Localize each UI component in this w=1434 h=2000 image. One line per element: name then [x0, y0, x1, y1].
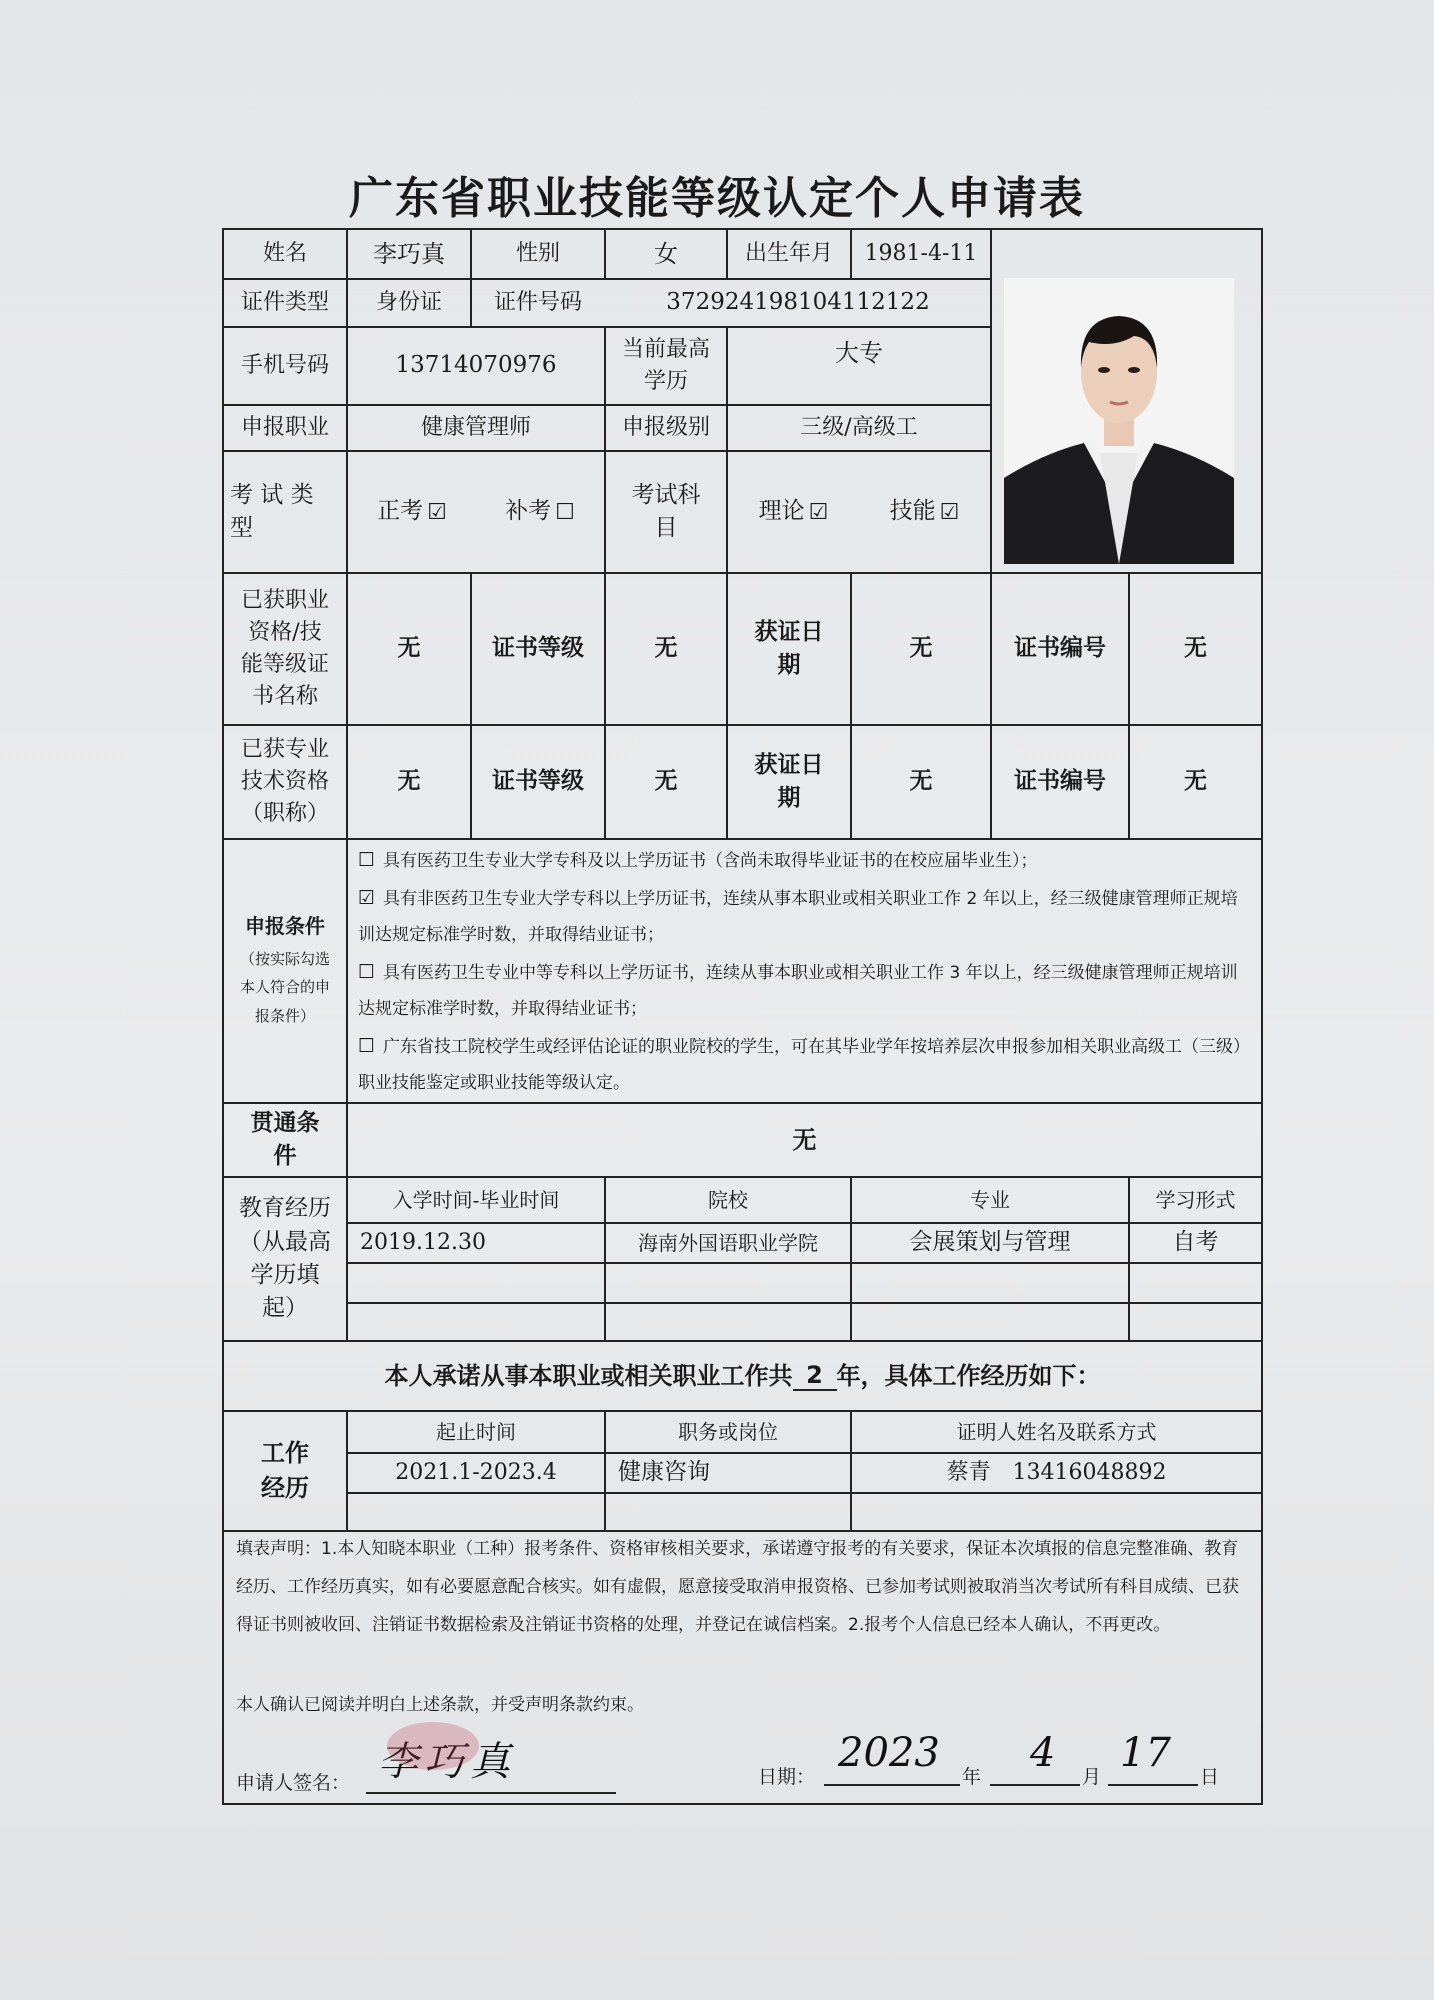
job-label: 申报职业 [240, 415, 329, 441]
title-cert-grade-label: 证书等级 [492, 768, 584, 795]
condition-item-4[interactable] [358, 1028, 1250, 1101]
portrait-image [1004, 278, 1234, 564]
condition-checkbox-3[interactable]: ☐ [358, 961, 376, 983]
makeup-checkbox[interactable]: ☐ [555, 499, 575, 525]
id-no-label: 证件号码 [493, 290, 582, 316]
cert-date-value: 无 [909, 635, 933, 662]
name-value: 李巧真 [373, 239, 445, 268]
level-label: 申报级别 [621, 415, 710, 441]
declaration-text: 填表声明：1.本人知晓本职业（工种）报考条件、资格审核相关要求，承诺遵守报考的有关要求，保证本次填报的信息完整准确、教育经历、工作经历真实，如有必要愿意配合核实。如有虚假，愿意接受取消申报资格、已参加考试则被取消当次考试所有科目成绩、已获得证书则被收回、注销证书数据检索及注销证书资格的处理，并登记在诚信档案。2.报考个人信息已经本人确认，不再更改。 [236, 1539, 1239, 1635]
edu-header-major: 专业 [970, 1187, 1010, 1212]
condition-text-3: 具有医药卫生专业中等专科以上学历证书，连续从事本职业或相关职业工作 3 年以上，经三级健康管理师正规培训达规定标准学时数，并取得结业证书； [358, 963, 1238, 1019]
birth-value: 1981-4-11 [864, 241, 978, 267]
condition-text-2: 具有非医药卫生专业大学专科以上学历证书，连续从事本职业或相关职业工作 2 年以上，经三级健康管理师正规培训达规定标准学时数，并取得结业证书； [358, 889, 1238, 945]
month-line [990, 1784, 1080, 1786]
birth-label: 出生年月 [744, 241, 833, 267]
subject-options [728, 452, 990, 572]
grid-line [346, 1492, 1263, 1494]
regular-option[interactable] [377, 495, 447, 528]
cert-grade-value: 无 [654, 635, 678, 662]
title-cert-grade-value: 无 [654, 768, 678, 795]
grid-line [346, 1302, 1263, 1304]
table-border-bottom [222, 1803, 1263, 1805]
table-border-right [1261, 228, 1263, 1805]
day-line [1108, 1784, 1198, 1786]
condition-text-1: 具有医药卫生专业大学专科及以上学历证书（含尚未取得毕业证书的在校应届毕业生）； [383, 851, 1038, 871]
form-title: 广东省职业技能等级认定个人申请表 [349, 173, 1085, 224]
conditions-label [224, 840, 346, 1102]
education-label: 教育经历（从最高学历填起） [239, 1195, 331, 1322]
sign-line [366, 1792, 616, 1794]
date-day: 17 [1120, 1730, 1171, 1776]
exam-type-label: 考 试 类 型 [230, 481, 314, 541]
edu-row-1-period: 2019.12.30 [360, 1230, 486, 1256]
cert-name-value: 无 [397, 635, 421, 662]
date-year: 2023 [838, 1730, 940, 1776]
title-cert-label: 已获专业技术资格（职称） [240, 737, 329, 826]
condition-item-1[interactable] [358, 842, 1250, 879]
theory-checkbox[interactable]: ☑ [808, 499, 829, 525]
through-label: 贯通条件 [250, 1109, 320, 1169]
id-type-value: 身份证 [375, 290, 442, 316]
exam-type-options [348, 452, 604, 572]
cert-no-value: 无 [1184, 635, 1207, 662]
id-no-value: 372924198104112122 [666, 289, 930, 316]
title-cert-no-value: 无 [1184, 768, 1207, 795]
edu-header-mode: 学习形式 [1155, 1187, 1236, 1212]
grid-line [346, 1262, 1263, 1264]
condition-checkbox-1[interactable]: ☐ [358, 849, 376, 871]
through-value: 无 [792, 1125, 817, 1154]
edu-label-line2: 学历 [643, 369, 688, 394]
red-fingerprint-icon [378, 1716, 488, 1776]
condition-item-3[interactable] [358, 954, 1250, 1027]
condition-text-4: 广东省技工院校学生或经评估论证的职业院校的学生，可在其毕业学年按培养层次申报参加相关职业高级工（三级）职业技能鉴定或职业技能等级认定。 [358, 1037, 1242, 1093]
grid-line [990, 228, 992, 574]
phone-label: 手机号码 [240, 353, 329, 379]
pledge-prefix: 本人承诺从事本职业或相关职业工作共 [384, 1361, 793, 1390]
regular-label: 正考 [377, 498, 424, 525]
edu-label [606, 328, 726, 404]
skill-option[interactable] [890, 495, 960, 528]
work-row-1-period: 2021.1-2023.4 [395, 1460, 557, 1486]
conditions-label-note: （按实际勾选本人符合的申报条件） [239, 949, 330, 1025]
work-header-reference: 证明人姓名及联系方式 [956, 1419, 1157, 1444]
regular-checkbox[interactable]: ☑ [427, 499, 447, 525]
pledge-suffix: 年，具体工作经历如下： [836, 1361, 1101, 1390]
condition-checkbox-2[interactable]: ☑ [358, 887, 376, 909]
title-cert-date-value: 无 [909, 768, 933, 795]
pledge [224, 1342, 1261, 1410]
phone-value: 13714070976 [395, 352, 557, 379]
job-value: 健康管理师 [420, 415, 531, 441]
cert-grade-label: 证书等级 [492, 635, 584, 662]
edu-row-1-mode: 自考 [1172, 1229, 1219, 1256]
day-unit: 日 [1200, 1766, 1220, 1788]
work-label: 工作经历 [261, 1439, 309, 1502]
grid-line [222, 838, 1263, 840]
edu-value: 大专 [835, 338, 883, 367]
theory-label: 理论 [758, 498, 805, 525]
work-header-position: 职务或岗位 [678, 1419, 778, 1444]
date-label: 日期： [758, 1766, 816, 1788]
theory-option[interactable] [759, 495, 829, 528]
sign-label: 申请人签名： [236, 1772, 351, 1794]
cert-label: 已获职业资格/技能等级证书名称 [240, 588, 329, 709]
work-row-1-reference: 蔡青 13416048892 [946, 1460, 1167, 1486]
makeup-option[interactable] [505, 495, 575, 528]
conditions-label-main: 申报条件 [245, 913, 325, 938]
edu-header-school: 院校 [708, 1187, 748, 1212]
gender-value: 女 [654, 239, 678, 268]
grid-line [346, 838, 348, 1104]
id-type-label: 证件类型 [240, 290, 329, 316]
title-cert-name-value: 无 [397, 768, 421, 795]
condition-checkbox-4[interactable]: ☐ [358, 1035, 376, 1057]
work-row-1-position: 健康咨询 [618, 1459, 710, 1486]
edu-row-1-major: 会展策划与管理 [909, 1229, 1071, 1256]
gender-label: 性别 [515, 241, 560, 267]
name-label: 姓名 [262, 241, 307, 267]
pledge-years: 2 [793, 1361, 837, 1392]
year-line [824, 1784, 960, 1786]
skill-label: 技能 [889, 498, 936, 525]
edu-label-line1: 当前最高 [621, 337, 710, 363]
cert-no-label: 证书编号 [1014, 635, 1106, 662]
edu-row-1-school: 海南外国语职业学院 [638, 1230, 818, 1255]
declaration-confirm: 本人确认已阅读并明白上述条款，并受声明条款约束。 [236, 1695, 644, 1715]
date-month: 4 [1030, 1730, 1056, 1776]
work-header-period: 起止时间 [436, 1419, 516, 1444]
edu-header-period: 入学时间-毕业时间 [392, 1187, 560, 1212]
year-unit: 年 [962, 1766, 982, 1788]
level-value: 三级/高级工 [800, 415, 918, 441]
skill-checkbox[interactable]: ☑ [939, 499, 960, 525]
subject-label: 考试科目 [631, 481, 701, 541]
title-cert-date-label: 获证日期 [754, 751, 824, 811]
makeup-label: 补考 [505, 498, 552, 525]
applicant-photo [1004, 278, 1234, 564]
signature: 李巧真 [378, 1739, 516, 1785]
condition-item-2[interactable] [358, 880, 1250, 953]
cert-date-label: 获证日期 [754, 618, 824, 678]
month-unit: 月 [1082, 1766, 1102, 1788]
title-cert-no-label: 证书编号 [1014, 768, 1106, 795]
